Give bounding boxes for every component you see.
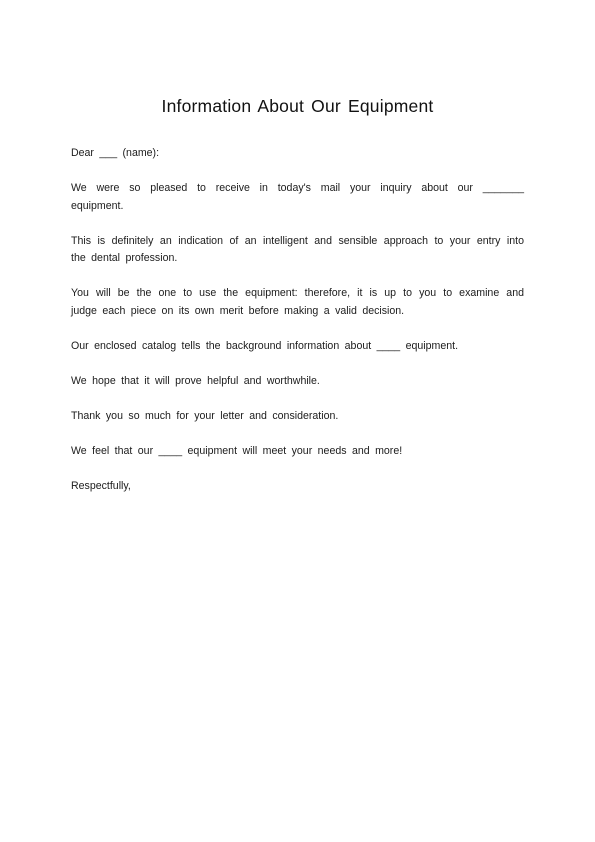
letter-body <box>71 145 524 513</box>
paragraph-indication: This is definitely an indication of an intelligent and sensible approach to your entry into the dental profession. <box>71 234 524 264</box>
document-title: Information About Our Equipment <box>161 96 434 116</box>
paragraph-judge: You will be the one to use the equipment: therefore, it is up to you to examine and judge each piece on its own merit before making a valid decision. <box>71 287 524 317</box>
paragraph-helpful: We hope that it will prove helpful and worthwhile. <box>71 374 320 387</box>
paragraph-inquiry: We were so pleased to receive in today's mail your inquiry about our _______ equipment. <box>71 182 524 212</box>
closing: Respectfully, <box>71 479 131 492</box>
salutation: Dear ___ (name): <box>71 147 160 159</box>
paragraph-thanks: Thank you so much for your letter and consideration. <box>71 409 339 422</box>
paragraph-catalog: Our enclosed catalog tells the background information about ____ equipment. <box>71 339 459 352</box>
paragraph-needs: We feel that our ____ equipment will meet your needs and more! <box>71 444 403 457</box>
